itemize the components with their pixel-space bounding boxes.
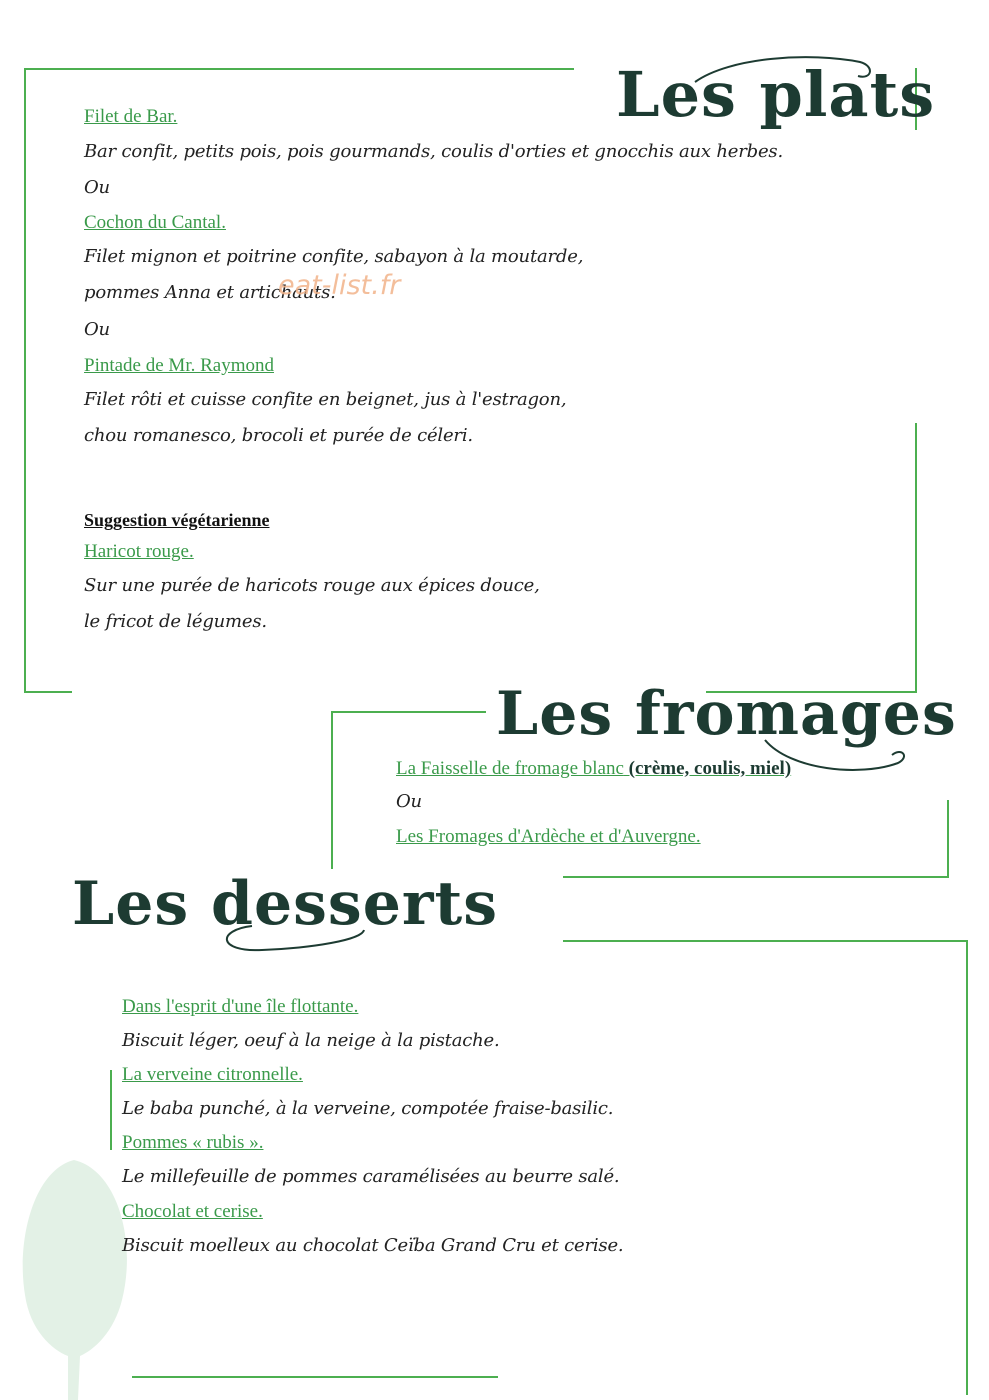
- dish-description: chou romanesco, brocoli et purée de céleri.: [84, 425, 473, 446]
- section-heading-fromages: Les fromages: [496, 679, 957, 749]
- dish-description: Filet rôti et cuisse confite en beignet, jus à l'estragon,: [84, 389, 567, 410]
- dish-description: Le millefeuille de pommes caramélisées au beurre salé.: [122, 1166, 620, 1187]
- dish-description: Filet mignon et poitrine confite, sabayon à la moutarde,: [84, 246, 584, 267]
- dish-title: Pintade de Mr. Raymond: [84, 355, 274, 376]
- dish-description: Le baba punché, à la verveine, compotée fraise-basilic.: [122, 1098, 614, 1119]
- section-heading-desserts: Les desserts: [72, 869, 498, 939]
- heading-swash: [212, 918, 372, 956]
- frame-line: [132, 1376, 498, 1378]
- frame-line: [24, 68, 574, 70]
- dish-description: Bar confit, petits pois, pois gourmands, coulis d'orties et gnocchis aux herbes.: [84, 141, 783, 162]
- frame-line: [331, 711, 486, 713]
- dish-description: le fricot de légumes.: [84, 611, 267, 632]
- frame-line: [915, 423, 917, 693]
- menu-separator: Ou: [396, 791, 422, 812]
- frame-line: [331, 711, 333, 869]
- dish-title: Chocolat et cerise.: [122, 1201, 263, 1222]
- dish-title: Les Fromages d'Ardèche et d'Auvergne.: [396, 826, 701, 847]
- dish-description: Sur une purée de haricots rouge aux épices douce,: [84, 575, 540, 596]
- section-heading-plats: Les plats: [616, 58, 936, 131]
- dish-description: Biscuit léger, oeuf à la neige à la pistache.: [122, 1030, 500, 1051]
- dish-title: Filet de Bar.: [84, 106, 178, 127]
- frame-line: [563, 940, 968, 942]
- frame-line: [24, 68, 26, 692]
- dish-title: Dans l'esprit d'une île flottante.: [122, 996, 359, 1017]
- cheese-title: La Faisselle de fromage blanc: [396, 758, 624, 779]
- vegetarian-label: Suggestion végétarienne: [84, 510, 270, 530]
- dish-title: Pommes « rubis ».: [122, 1132, 264, 1153]
- frame-line: [24, 691, 72, 693]
- dish-title: Cochon du Cantal.: [84, 212, 226, 233]
- menu-separator: Ou: [84, 177, 110, 198]
- watermark: eat-list.fr: [278, 270, 401, 301]
- cheese-extra: (crème, coulis, miel): [623, 758, 792, 779]
- dish-title: Haricot rouge.: [84, 541, 194, 562]
- dish-description: pommes Anna et artichauts.: [84, 282, 336, 303]
- dish-description: Biscuit moelleux au chocolat Ceïba Grand Cru et cerise.: [122, 1235, 624, 1256]
- heading-swash: [690, 52, 880, 92]
- frame-line: [947, 800, 949, 878]
- frame-line: [563, 876, 949, 878]
- menu-separator: Ou: [84, 319, 110, 340]
- frame-line: [966, 940, 968, 1395]
- dish-title: [396, 758, 791, 780]
- leaf-icon: [22, 1160, 132, 1400]
- frame-line: [110, 1070, 112, 1150]
- dish-title: La verveine citronnelle.: [122, 1064, 303, 1085]
